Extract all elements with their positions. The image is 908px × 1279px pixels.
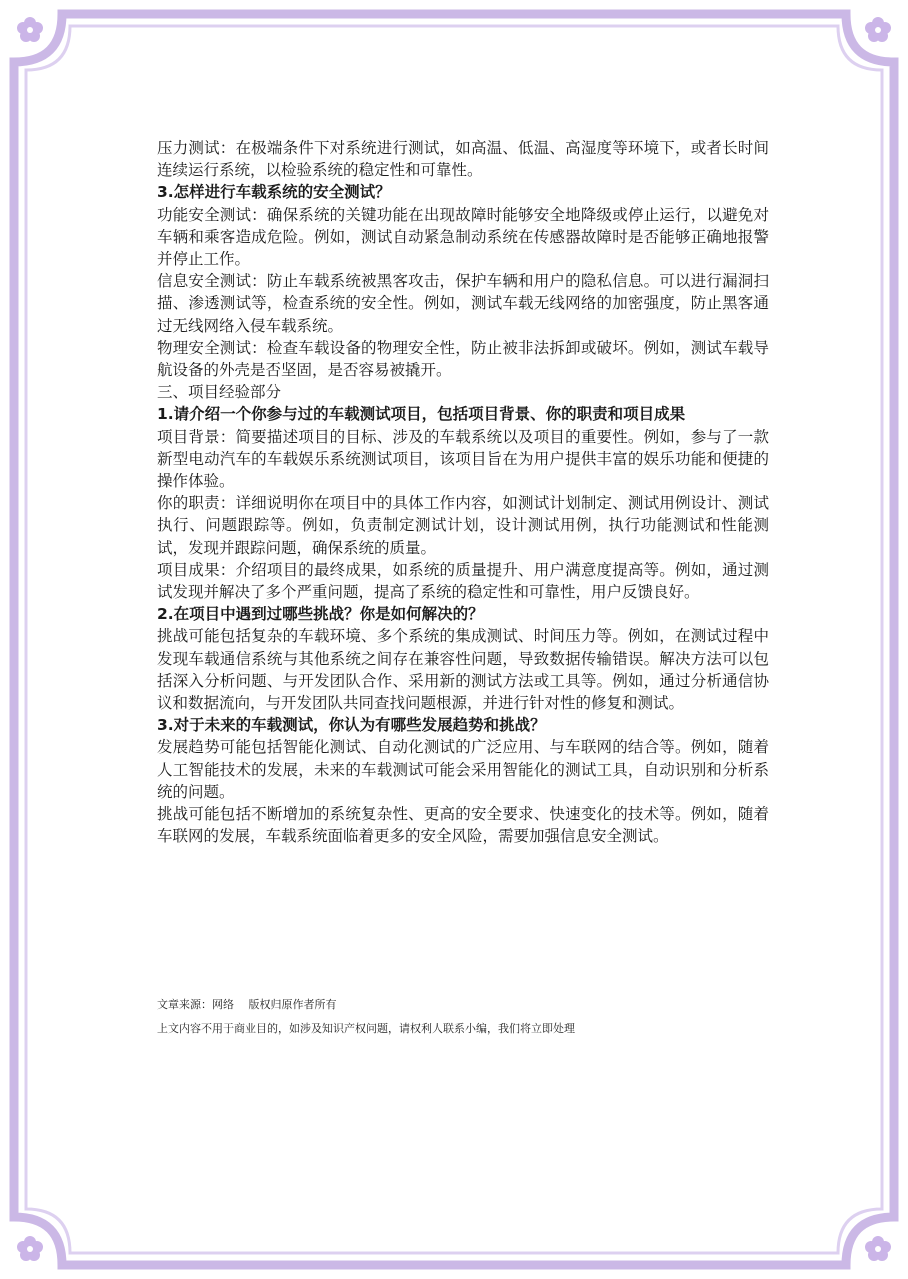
paragraph-responsibilities: 你的职责：详细说明你在项目中的具体工作内容，如测试计划制定、测试用例设计、测试执行、问题跟踪等。例如，负责制定测试计划，设计测试用例，执行功能测试和性能测试，发现并跟踪问题，确保系统的质量。 xyxy=(157,494,769,557)
paragraph-future-challenges: 挑战可能包括不断增加的系统复杂性、更高的安全要求、快速变化的技术等。例如，随着车联网的发展，车载系统面临着更多的安全风险，需要加强信息安全测试。 xyxy=(157,805,769,846)
heading-security-test: 3.怎样进行车载系统的安全测试？ xyxy=(157,183,391,202)
paragraph-functional-safety: 功能安全测试：确保系统的关键功能在出现故障时能够安全地降级或停止运行，以避免对车辆和乘客造成危险。例如，测试自动紧急制动系统在传感器故障时是否能够正确地报警并停止工作。 xyxy=(157,205,769,269)
footer xyxy=(157,993,777,1041)
section-heading-project-experience: 三、项目经验部分 xyxy=(157,383,282,402)
paragraph-stress-test: 压力测试：在极端条件下对系统进行测试，如高温、低温、高湿度等环境下，或者长时间连续运行系统，以检验系统的稳定性和可靠性。 xyxy=(157,139,769,180)
paragraph-physical-security: 物理安全测试：检查车载设备的物理安全性，防止被非法拆卸或破坏。例如，测试车载导航设备的外壳是否坚固，是否容易被撬开。 xyxy=(157,338,769,380)
paragraph-trends: 发展趋势可能包括智能化测试、自动化测试的广泛应用、与车联网的结合等。例如，随着人工智能技术的发展，未来的车载测试可能会采用智能化的测试工具，自动识别和分析系统的问题。 xyxy=(157,738,769,801)
flower-icon xyxy=(865,17,891,42)
paragraph-challenges-solutions: 挑战可能包括复杂的车载环境、多个系统的集成测试、时间压力等。例如，在测试过程中发现车载通信系统与其他系统之间存在兼容性问题，导致数据传输错误。解决方法可以包括深入分析问题、与开发团队合作、采用新的测试方法或工具等。例如，通过分析通信协议和数据流向，与开发团队共同查找问题根源，并进行针对性的修复和测试。 xyxy=(157,627,769,713)
flower-icon xyxy=(865,1236,891,1261)
paragraph-project-background: 项目背景：简要描述项目的目标、涉及的车载系统以及项目的重要性。例如，参与了一款新型电动汽车的车载娱乐系统测试项目，该项目旨在为用户提供丰富的娱乐功能和便捷的操作体验。 xyxy=(157,427,769,491)
heading-future-trends: 3.对于未来的车载测试，你认为有哪些发展趋势和挑战？ xyxy=(157,716,546,735)
flower-icon xyxy=(17,17,43,42)
flower-icon xyxy=(17,1236,43,1261)
document-body xyxy=(157,137,769,848)
heading-challenges: 2.在项目中遇到过哪些挑战？你是如何解决的？ xyxy=(157,605,484,624)
paragraph-project-results: 项目成果：介绍项目的最终成果，如系统的质量提升、用户满意度提高等。例如，通过测试发现并解决了多个严重问题，提高了系统的稳定性和可靠性，用户反馈良好。 xyxy=(157,560,769,602)
heading-project-intro: 1.请介绍一个你参与过的车载测试项目，包括项目背景、你的职责和项目成果 xyxy=(157,405,686,424)
footer-source: 文章来源：网络 版权归原作者所有 xyxy=(157,998,337,1011)
footer-disclaimer: 上文内容不用于商业目的，如涉及知识产权问题，请权利人联系小编，我们将立即处理 xyxy=(157,1022,575,1035)
paragraph-information-security: 信息安全测试：防止车载系统被黑客攻击，保护车辆和用户的隐私信息。可以进行漏洞扫描、渗透测试等，检查系统的安全性。例如，测试车载无线网络的加密强度，防止黑客通过无线网络入侵车载系统。 xyxy=(157,272,769,335)
